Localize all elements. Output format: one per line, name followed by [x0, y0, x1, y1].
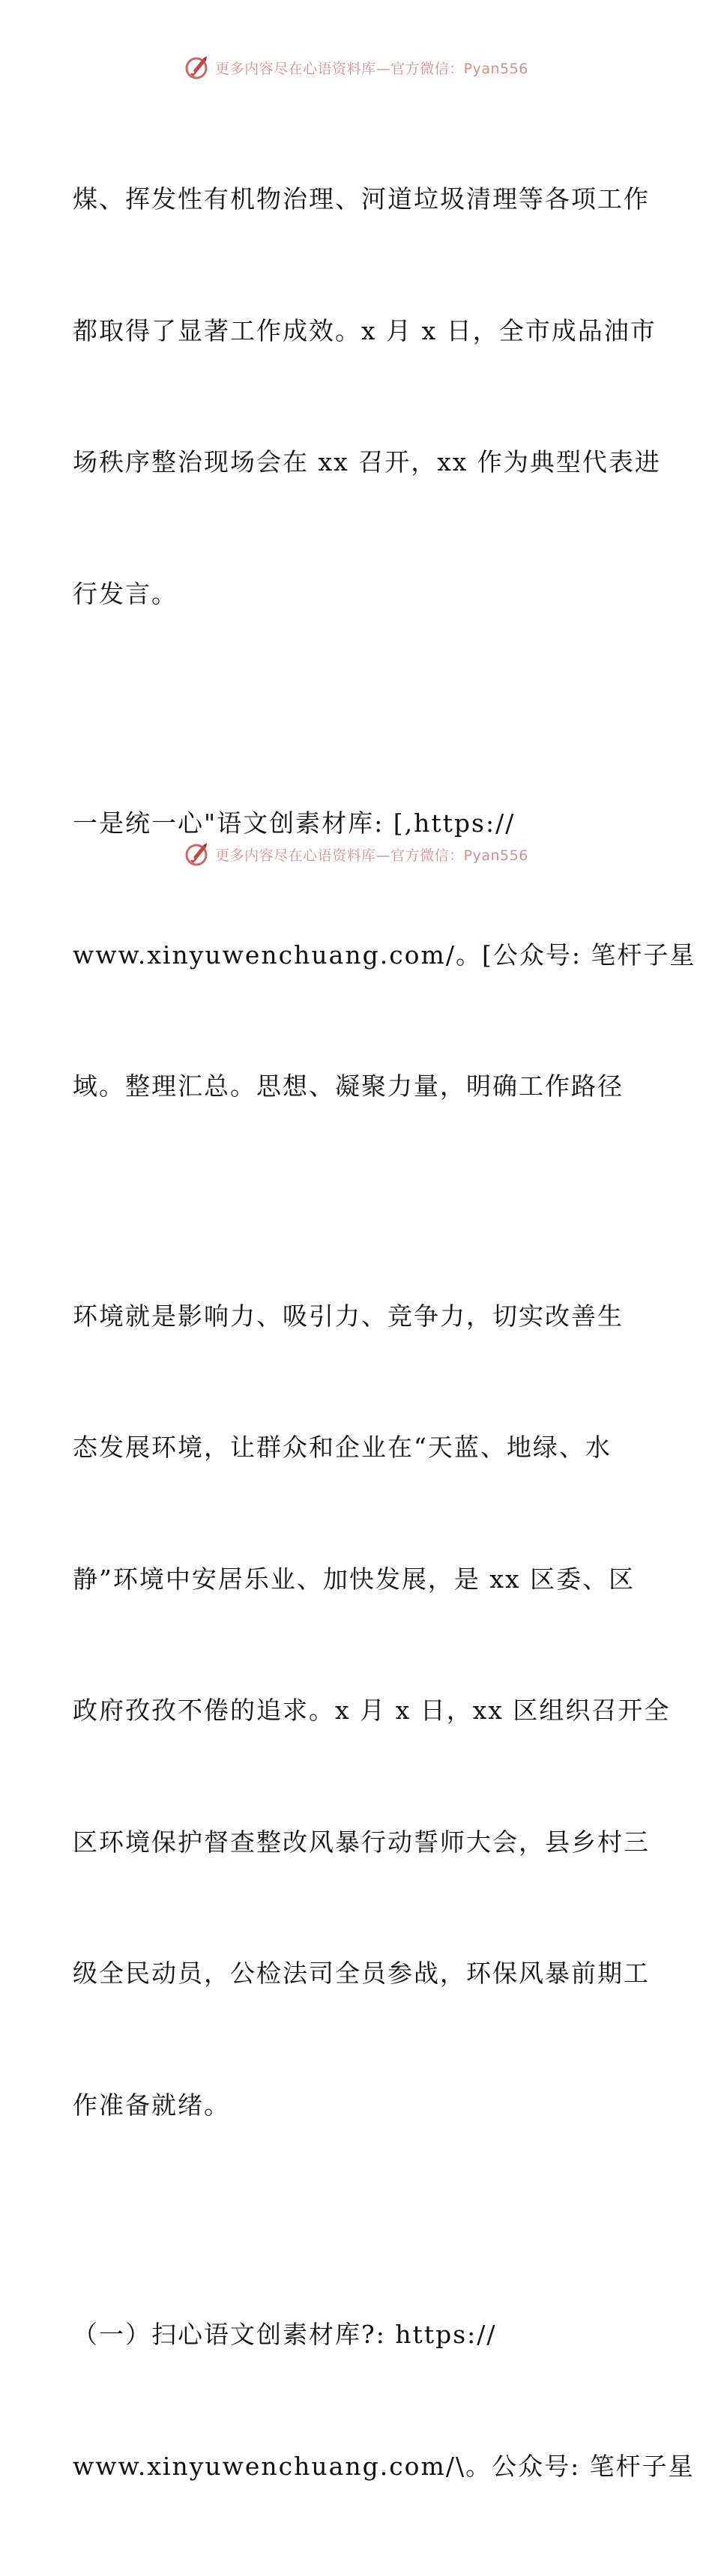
text-line: 作准备就绪。	[73, 2090, 230, 2120]
text-line: （一）扫心语文创素材库?: https://	[73, 2320, 497, 2349]
paragraph-4	[73, 2225, 695, 2576]
header-watermark-banner	[0, 52, 712, 82]
text-line: 政府孜孜不倦的追求。x 月 x 日，xx 区组织召开全	[73, 1696, 671, 1725]
watermark-text: 更多内容尽在心语资料库—官方微信：Pyan556	[215, 60, 528, 77]
text-line: 态发展环境，让群众和企业在“天蓝、地绿、水	[73, 1433, 612, 1462]
watermark-text: 更多内容尽在心语资料库—官方微信：Pyan556	[215, 847, 528, 864]
text-line: 行发言。	[73, 578, 178, 608]
text-line: 场秩序整治现场会在 xx 召开，xx 作为典型代表进	[73, 447, 661, 477]
text-line: 环境就是影响力、吸引力、竞争力，切实改善生	[73, 1301, 624, 1331]
footer-watermark-banner	[0, 839, 712, 869]
text-line: 静”环境中安居乐业、加快发展，是 xx 区委、区	[73, 1564, 636, 1594]
text-line: 域。整理汇总。思想、凝聚力量，明确工作路径	[73, 1071, 624, 1101]
text-line: 一是统一心"语文创素材库: [,https://	[73, 808, 516, 838]
text-line: 都取得了显著工作成效。x 月 x 日，全市成品油市	[73, 315, 657, 345]
paragraph-1	[73, 90, 661, 704]
brand-logo-icon	[184, 54, 211, 81]
document-body	[73, 90, 696, 2576]
text-line: www.xinyuwenchuang.com/\。公众号: 笔杆子星	[73, 2451, 695, 2481]
paragraph-3	[73, 1207, 671, 2216]
brand-logo-icon	[184, 841, 211, 868]
text-line: 级全民动员，公检法司全员参战，环保风暴前期工	[73, 1959, 650, 1988]
text-line: 煤、挥发性有机物治理、河道垃圾清理等各项工作	[73, 184, 650, 214]
text-line: www.xinyuwenchuang.com/。[公众号: 笔杆子星	[73, 940, 696, 970]
paragraph-2	[73, 714, 696, 1197]
text-line: 区环境保护督查整改风暴行动誓师大会，县乡村三	[73, 1827, 650, 1857]
